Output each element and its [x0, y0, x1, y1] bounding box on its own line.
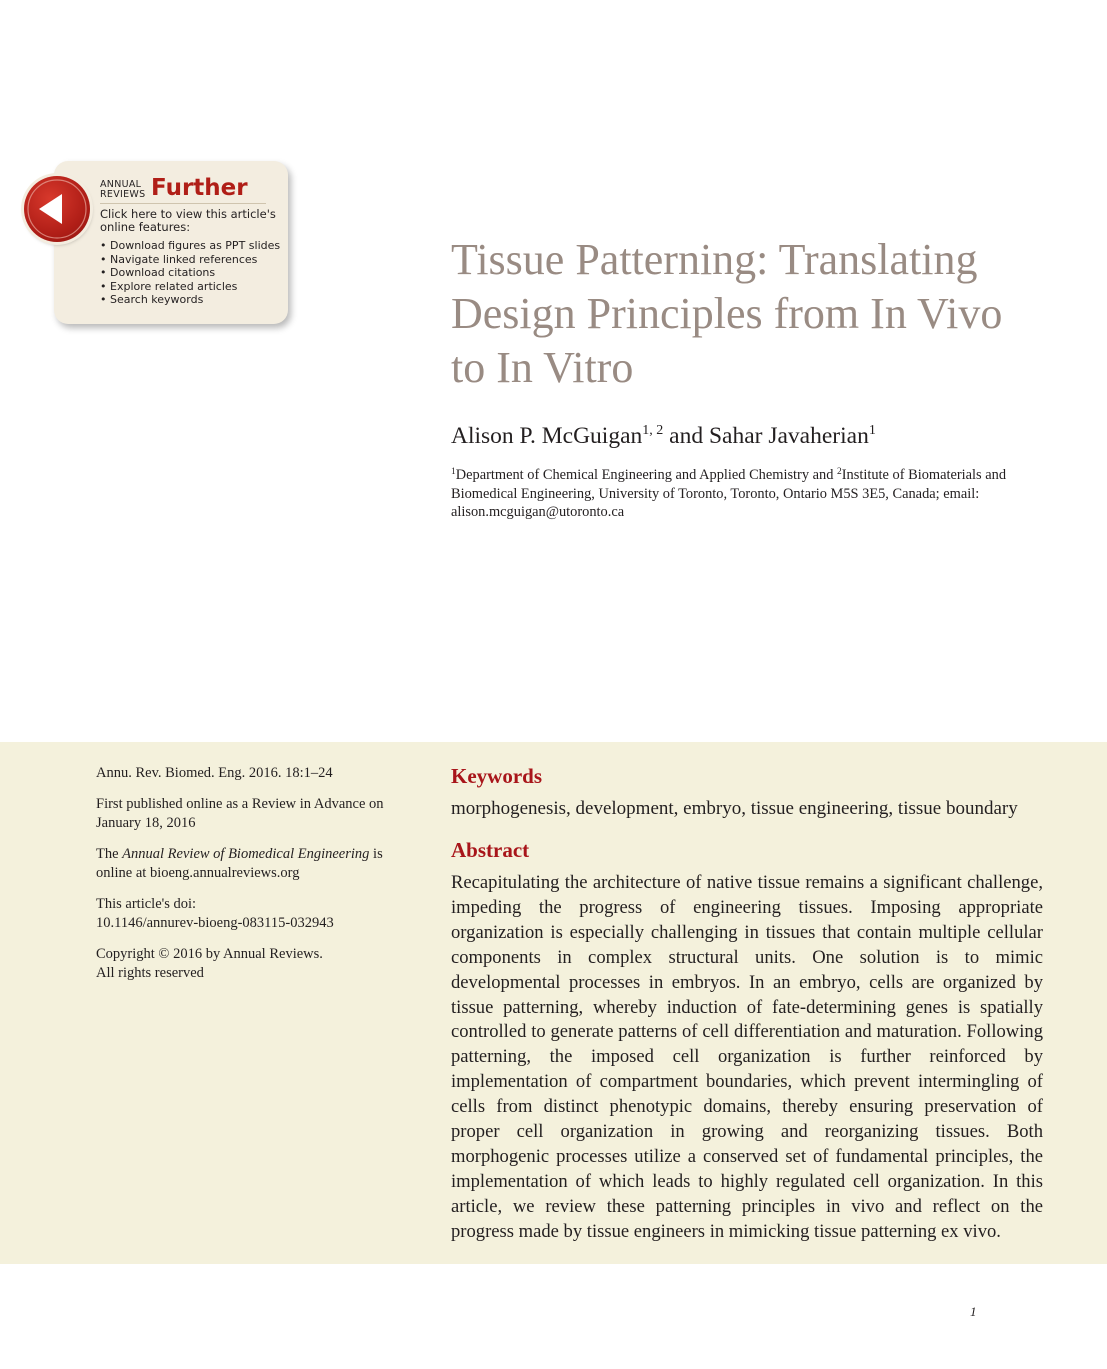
- page-number: 1: [970, 1304, 977, 1319]
- journal-pre: The: [96, 846, 123, 862]
- further-logo-text: Further: [151, 175, 248, 201]
- affiliation-rest: Institute of Biomaterials and Biomedical Engineering, University of Toronto, Toronto, Ontario M5S 3E5, Canada; email: alison.mcguigan@utoronto.ca: [451, 467, 1007, 520]
- click-here-link[interactable]: Click here: [100, 207, 157, 221]
- publication-info-sidebar: [96, 764, 416, 995]
- feature-list: [100, 239, 280, 307]
- further-badge-button[interactable]: [24, 176, 90, 242]
- author-joiner: and: [663, 423, 709, 449]
- feature-item-related-articles[interactable]: • Explore related articles: [100, 280, 280, 294]
- journal-name: Annual Review of Biomedical Engineering: [122, 846, 370, 862]
- keywords-text: morphogenesis, development, embryo, tissue engineering, tissue boundary: [451, 798, 1018, 819]
- panel-divider: [100, 203, 266, 204]
- rights-line: All rights reserved: [96, 965, 204, 981]
- click-here-rest: to view this article's online features:: [100, 207, 276, 234]
- article-title: Tissue Patterning: Translating Design Principles from In Vivo to In Vitro: [451, 235, 1003, 392]
- feature-item-ppt-slides[interactable]: • Download figures as PPT slides: [100, 239, 280, 253]
- first-published-line: First published online as a Review in Advance on January 18, 2016: [96, 796, 384, 831]
- doi-value[interactable]: 10.1146/annurev-bioeng-083115-032943: [96, 915, 334, 931]
- doi-block: [96, 895, 416, 933]
- citation-line: Annu. Rev. Biomed. Eng. 2016. 18:1–24: [96, 765, 333, 781]
- affiliation-dept-1: Department of Chemical Engineering and Applied Chemistry and: [455, 467, 838, 483]
- copyright-line: Copyright © 2016 by Annual Reviews.: [96, 946, 323, 962]
- annual-reviews-logo-text: ANNUAL REVIEWS: [100, 179, 146, 200]
- author-javaherian-affiliation-mark: 1: [868, 423, 876, 438]
- author-javaherian: Sahar Javaherian: [708, 423, 869, 449]
- doi-label: This article's doi:: [96, 896, 197, 912]
- journal-online-line: [96, 845, 416, 883]
- abstract-text: Recapitulating the architecture of native tissue remains a significant challenge, impeding the progress of engineering tissues. Imposing appropriate organization is especially challenging in tissues that contain multiple cellular components in complex structural units. One solution is to mimic developmental processes in embryos. In an embryo, cells are organized by tissue patterning, whereby induction of fate-determining genes is spatially controlled to generate patterns of cell differentiation and maturation. Following patterning, the imposed cell organization is further reinforced by implementation of compartment boundaries, which prevent intermingling of cells from distinct phenotypic domains, thereby ensuring preservation of proper cell organization in growing and reorganizing tissues. Both morphogenic processes utilize a conserved set of fundamental principles, the implementation of which leads to highly regulated cell organization. In this article, we review these patterning principles in vivo and reflect on the progress made by tissue engineers in mimicking tissue patterning ex vivo.: [451, 872, 1043, 1242]
- journal-post: is online at bioeng.annualreviews.org: [96, 846, 383, 881]
- author-line: [451, 421, 876, 451]
- click-here-instructions: [100, 208, 280, 234]
- left-arrow-play-icon: [24, 176, 90, 242]
- feature-item-search-keywords[interactable]: • Search keywords: [100, 293, 280, 307]
- affiliation-mark-2: 2: [837, 467, 842, 477]
- author-mcguigan-affiliation-mark: 1, 2: [642, 423, 664, 438]
- affiliation-mark-1: 1: [451, 467, 456, 477]
- feature-item-linked-references[interactable]: • Navigate linked references: [100, 253, 280, 267]
- affiliation-block: [451, 466, 1051, 522]
- copyright-block: [96, 945, 416, 983]
- feature-item-download-citations[interactable]: • Download citations: [100, 266, 280, 280]
- abstract-heading: Abstract: [451, 838, 530, 862]
- author-mcguigan: Alison P. McGuigan: [451, 423, 643, 449]
- keywords-heading: Keywords: [451, 764, 542, 788]
